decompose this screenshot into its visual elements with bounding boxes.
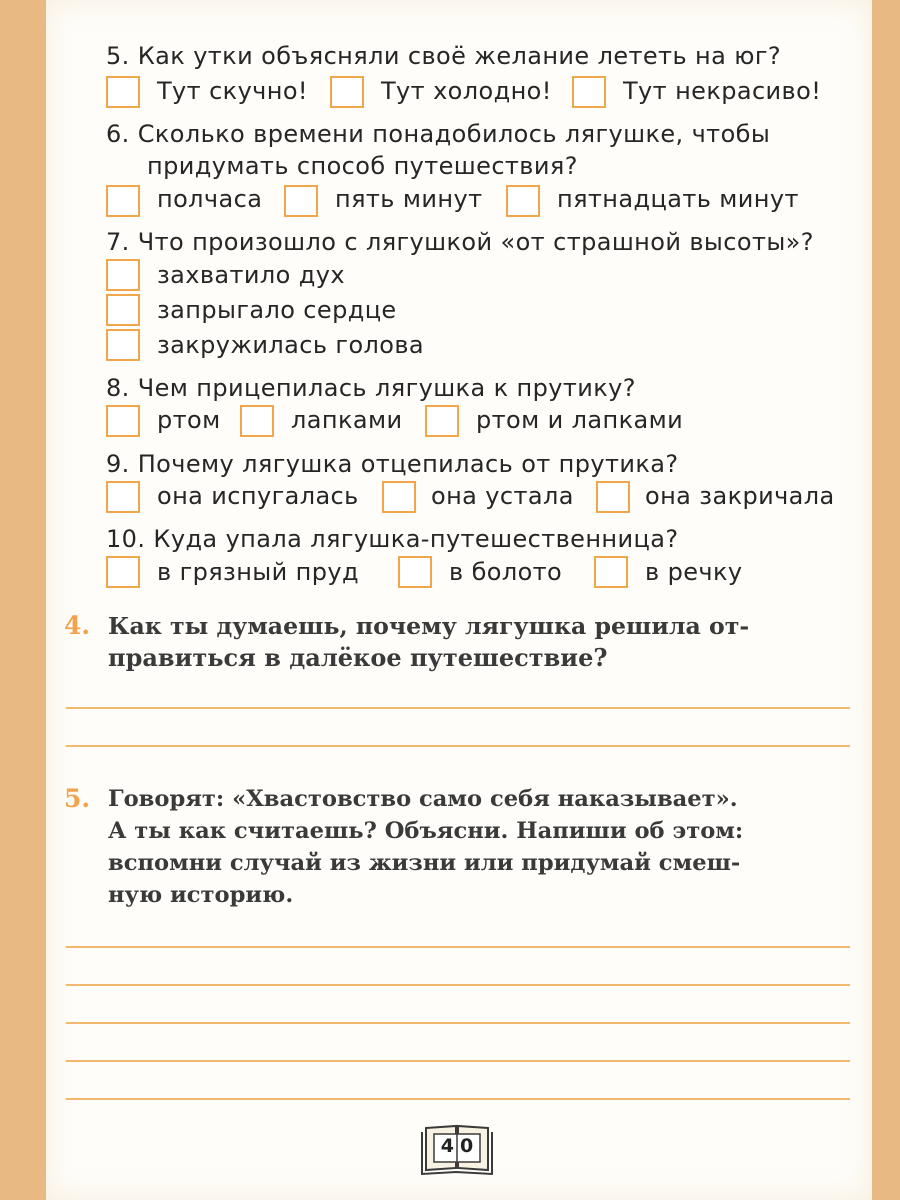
- answer-line-5-1[interactable]: [66, 946, 850, 948]
- answer-line-5-3[interactable]: [66, 1022, 850, 1024]
- answer-line-5-5[interactable]: [66, 1098, 850, 1100]
- option-q7-1: захватило дух: [157, 261, 345, 289]
- answer-line-5-2[interactable]: [66, 984, 850, 986]
- question-10: 10. Куда упала лягушка-путешественница?: [106, 525, 679, 553]
- option-q8-3: ртом и лапками: [476, 406, 684, 434]
- option-q9-3: она закричала: [645, 482, 835, 510]
- option-q6-3: пятнадцать минут: [557, 185, 799, 213]
- checkbox-q9-3[interactable]: [596, 481, 630, 513]
- checkbox-q10-2[interactable]: [398, 556, 432, 588]
- question-6-line1: 6. Сколько времени понадобилось лягушке, чтобы: [106, 120, 771, 148]
- task-4-line1: Как ты думаешь, почему лягушка решила от-: [108, 612, 750, 640]
- question-7: 7. Что произошло с лягушкой «от страшной высоты»?: [106, 228, 814, 256]
- question-8: 8. Чем прицепилась лягушка к прутику?: [106, 374, 636, 402]
- checkbox-q7-1[interactable]: [106, 259, 140, 291]
- checkbox-q8-1[interactable]: [106, 405, 140, 437]
- checkbox-q8-3[interactable]: [425, 405, 459, 437]
- checkbox-q6-1[interactable]: [106, 185, 140, 217]
- checkbox-q10-3[interactable]: [594, 556, 628, 588]
- checkbox-q6-3[interactable]: [506, 185, 540, 217]
- page-number: 40: [440, 1135, 480, 1157]
- option-q9-1: она испугалась: [157, 482, 359, 510]
- page-number-badge: [420, 1120, 494, 1176]
- checkbox-q5-3[interactable]: [572, 76, 606, 108]
- task-4-number: 4.: [64, 611, 91, 640]
- option-q9-2: она устала: [431, 482, 574, 510]
- option-q7-2: запрыгало сердце: [157, 296, 397, 324]
- task-5-number: 5.: [64, 784, 91, 813]
- checkbox-q10-1[interactable]: [106, 556, 140, 588]
- checkbox-q5-2[interactable]: [330, 76, 364, 108]
- option-q5-1: Тут скучно!: [157, 77, 308, 105]
- task-4-line2: правиться в далёкое путешествие?: [108, 643, 608, 672]
- task-5-line4: ную историю.: [108, 882, 294, 908]
- option-q10-3: в речку: [645, 558, 743, 586]
- answer-line-4-2[interactable]: [66, 745, 850, 747]
- task-5-line1: Говорят: «Хвастовство само себя наказывает».: [108, 786, 738, 812]
- answer-line-4-1[interactable]: [66, 707, 850, 709]
- option-q6-2: пять минут: [335, 185, 483, 213]
- checkbox-q7-2[interactable]: [106, 294, 140, 326]
- checkbox-q9-2[interactable]: [382, 481, 416, 513]
- checkbox-q6-2[interactable]: [284, 185, 318, 217]
- option-q10-2: в болото: [449, 558, 563, 586]
- task-5-line2: А ты как считаешь? Объясни. Напиши об этом:: [108, 818, 744, 844]
- task-5-line3: вспомни случай из жизни или придумай смеш-: [108, 850, 741, 876]
- question-5: 5. Как утки объясняли своё желание лететь на юг?: [106, 42, 781, 70]
- option-q5-2: Тут холодно!: [381, 77, 552, 105]
- option-q6-1: полчаса: [157, 185, 263, 213]
- checkbox-q9-1[interactable]: [106, 481, 140, 513]
- checkbox-q7-3[interactable]: [106, 329, 140, 361]
- question-6-line2: придумать способ путешествия?: [147, 152, 578, 180]
- option-q8-2: лапками: [291, 406, 403, 434]
- workbook-page: [46, 0, 872, 1200]
- option-q8-1: ртом: [157, 406, 221, 434]
- option-q7-3: закружилась голова: [157, 331, 425, 359]
- checkbox-q5-1[interactable]: [106, 76, 140, 108]
- question-9: 9. Почему лягушка отцепилась от прутика?: [106, 450, 679, 478]
- option-q10-1: в грязный пруд: [157, 558, 360, 586]
- option-q5-3: Тут некрасиво!: [623, 77, 822, 105]
- checkbox-q8-2[interactable]: [240, 405, 274, 437]
- answer-line-5-4[interactable]: [66, 1060, 850, 1062]
